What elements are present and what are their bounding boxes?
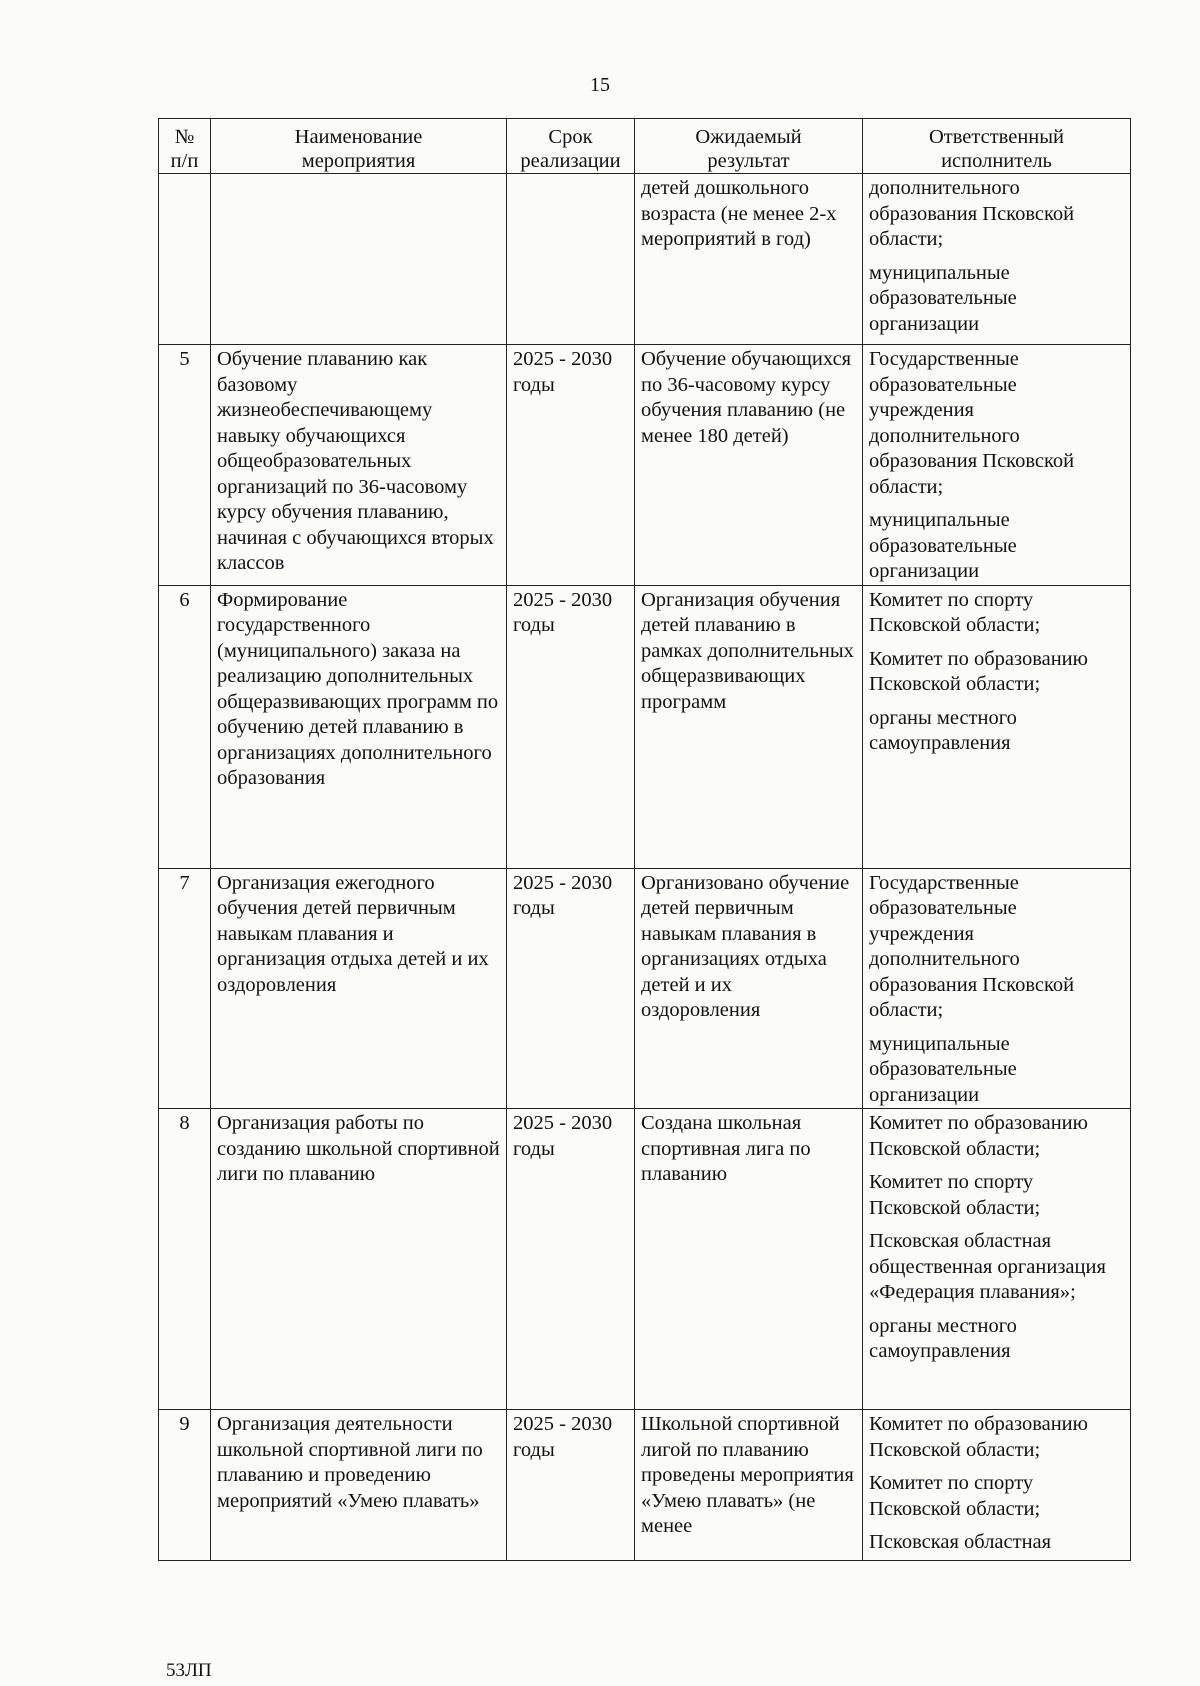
header-line: п/п — [170, 150, 199, 172]
responsible-item: Комитет по образованию Псковской области; — [869, 1112, 1088, 1160]
row-name: Организация ежегодного обучения детей первичным навыкам плавания и организация отдыха детей и их оздоровления — [211, 868, 507, 1109]
row-responsible — [863, 868, 1131, 1109]
table-row — [159, 1109, 1131, 1410]
header-line: мероприятия — [301, 150, 416, 172]
row-name: Формирование государственного (муниципального) заказа на реализацию дополнительных общеразвивающих программ по обучению детей плаванию в организациях дополнительного образования — [211, 585, 507, 868]
row-term: 2025 - 2030 годы — [507, 345, 635, 586]
row-term: 2025 - 2030 годы — [507, 1410, 635, 1561]
table-row — [159, 868, 1131, 1109]
header-line: Ответственный — [928, 126, 1065, 148]
header-line: Ожидаемый — [695, 126, 802, 148]
responsible-item: Комитет по спорту Псковской области; — [869, 1171, 1041, 1219]
row-responsible — [863, 174, 1131, 345]
row-name: Обучение плаванию как базовому жизнеобеспечивающему навыку обучающихся общеобразовательных организаций по 36-часовому курсу обучения плаванию, начиная с обучающихся вторых классов — [211, 345, 507, 586]
responsible-item: органы местного самоуправления — [869, 1314, 1017, 1362]
header-line: исполнитель — [941, 150, 1052, 172]
header-line: № — [174, 126, 195, 148]
row-number: 6 — [159, 585, 211, 868]
header-number — [159, 119, 211, 174]
document-code: 53ЛП — [166, 1660, 212, 1681]
responsible-item: Комитет по спорту Псковской области; — [869, 1472, 1041, 1520]
responsible-item: Комитет по образованию Псковской области; — [869, 1413, 1088, 1461]
row-result: Школьной спортивной лигой по плаванию проведены мероприятия «Умею плавать» (не менее — [635, 1410, 863, 1561]
header-result — [635, 119, 863, 174]
responsible-item: Комитет по спорту Псковской области; — [869, 588, 1041, 636]
header-term — [507, 119, 635, 174]
table-row — [159, 345, 1131, 586]
row-result: Создана школьная спортивная лига по плаванию — [635, 1109, 863, 1410]
row-name: Организация деятельности школьной спортивной лиги по плаванию и проведению мероприятий «Умею плавать» — [211, 1410, 507, 1561]
header-name — [211, 119, 507, 174]
row-result: Обучение обучающихся по 36-часовому курсу обучения плаванию (не менее 180 детей) — [635, 345, 863, 586]
row-term — [507, 174, 635, 345]
row-responsible — [863, 1109, 1131, 1410]
measures-table — [158, 118, 1131, 1561]
table-header-row — [159, 119, 1131, 174]
responsible-item: Псковская областная — [869, 1531, 1052, 1553]
responsible-item: муниципальные образовательные организации — [869, 1032, 1017, 1106]
responsible-item: Псковская областная общественная организация «Федерация плавания»; — [869, 1230, 1106, 1303]
row-result: детей дошкольного возраста (не менее 2-х мероприятий в год) — [635, 174, 863, 345]
responsible-item: дополнительного образования Псковской области; — [869, 177, 1075, 250]
row-term: 2025 - 2030 годы — [507, 868, 635, 1109]
row-responsible — [863, 585, 1131, 868]
row-number: 7 — [159, 868, 211, 1109]
header-line: реализации — [520, 150, 621, 172]
responsible-item: Государственные образовательные учреждения дополнительного образования Псковской области; — [869, 348, 1075, 498]
header-line: Наименование — [294, 126, 423, 148]
responsible-item: муниципальные образовательные организации — [869, 509, 1017, 582]
row-number — [159, 174, 211, 345]
row-result: Организация обучения детей плаванию в рамках дополнительных общеразвивающих программ — [635, 585, 863, 868]
responsible-item: органы местного самоуправления — [869, 706, 1017, 754]
page-number: 15 — [590, 74, 610, 96]
row-number: 8 — [159, 1109, 211, 1410]
header-line: Срок — [548, 126, 593, 148]
header-responsible — [863, 119, 1131, 174]
table-row — [159, 1410, 1131, 1561]
row-result: Организовано обучение детей первичным навыкам плавания в организациях отдыха детей и их оздоровления — [635, 868, 863, 1109]
row-responsible — [863, 345, 1131, 586]
row-number: 9 — [159, 1410, 211, 1561]
header-line: результат — [707, 150, 790, 172]
row-name: Организация работы по созданию школьной спортивной лиги по плаванию — [211, 1109, 507, 1410]
row-responsible — [863, 1410, 1131, 1561]
row-term: 2025 - 2030 годы — [507, 1109, 635, 1410]
responsible-item: Государственные образовательные учреждения дополнительного образования Псковской области; — [869, 871, 1075, 1021]
row-number: 5 — [159, 345, 211, 586]
table-row — [159, 174, 1131, 345]
responsible-item: муниципальные образовательные организации — [869, 261, 1017, 335]
row-term: 2025 - 2030 годы — [507, 585, 635, 868]
row-name — [211, 174, 507, 345]
table-row — [159, 585, 1131, 868]
responsible-item: Комитет по образованию Псковской области; — [869, 647, 1088, 695]
